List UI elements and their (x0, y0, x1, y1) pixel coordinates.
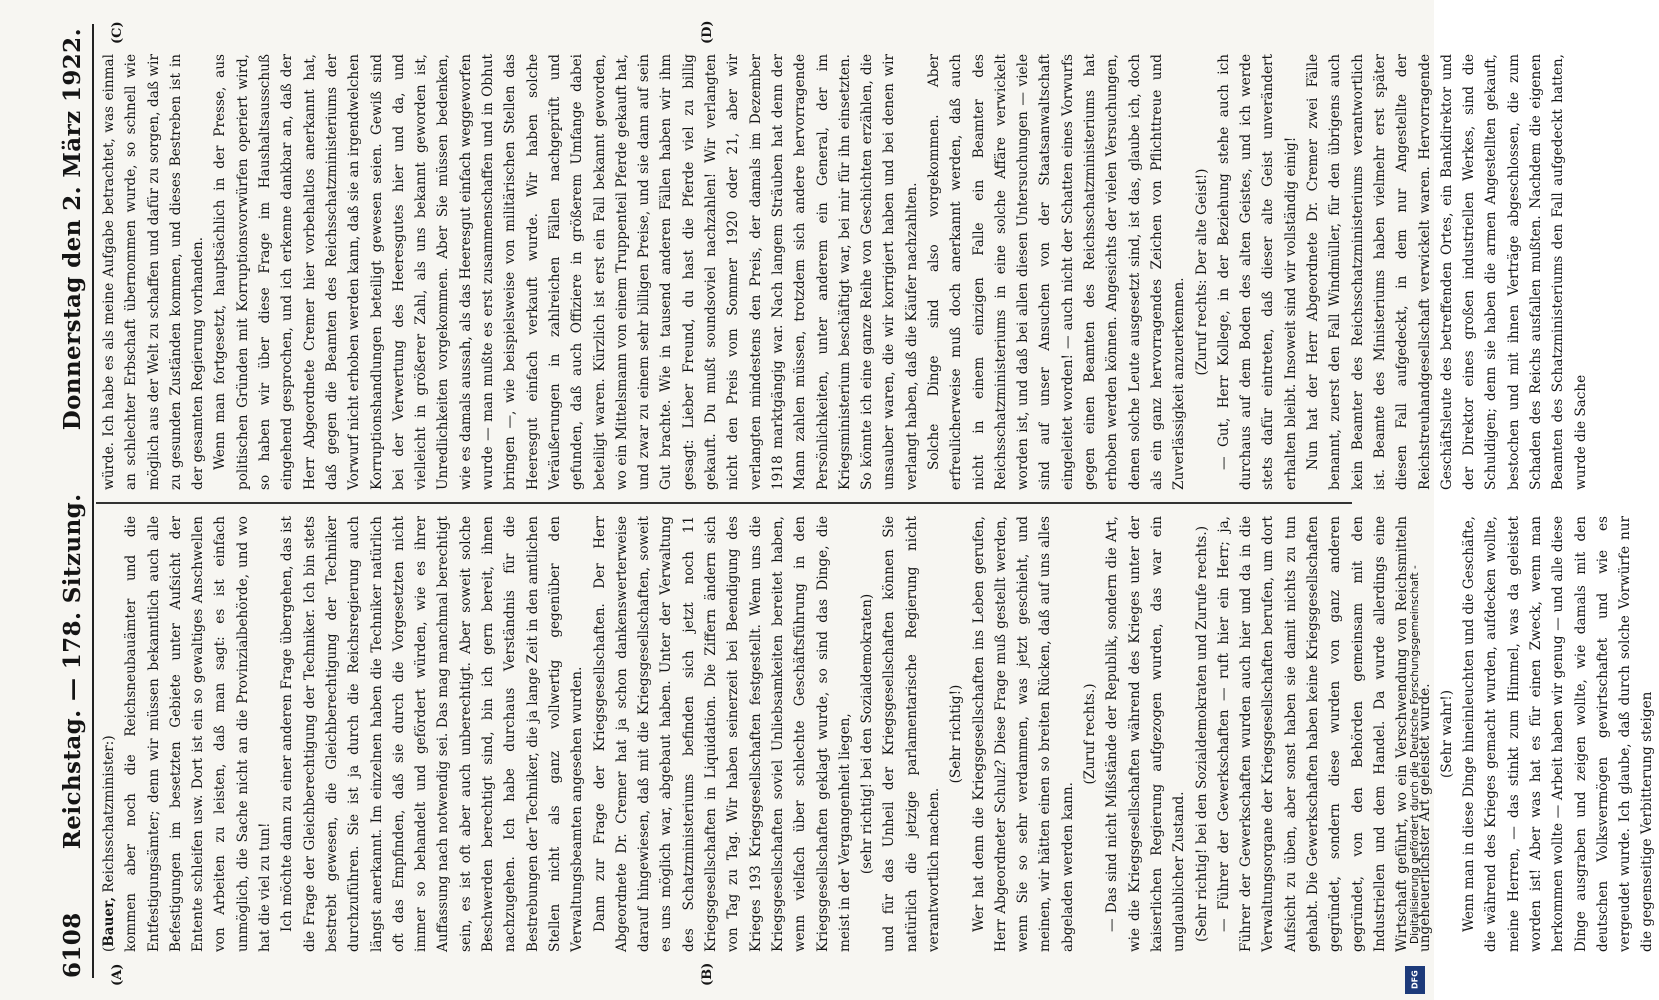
paragraph: Ich möchte dann zu einer anderen Frage übergehen, das ist die Frage der Gleichberechtigung der Techniker. Ich bin stets bestrebt gewesen, die Gleichberechtigung der Techniker durchzuführen. Sie ist ja durch die Reichsregierung auch längst anerkannt. Im einzelnen haben die Techniker natürlich oft das Empfinden, daß sie durch die Vorgesetzten nicht immer so behandelt und gefördert würden, wie es ihrer Auffassung nach notwendig sei. Das mag manchmal berechtigt sein, es ist oft aber auch unberechtigt. Aber soweit solche Beschwerden berechtigt sind, bin ich gern bereit, ihnen nachzugehen. Ich habe durchaus Verständnis für die Bestrebungen der Techniker, die ja lange Zeit in den amtlichen Stellen nicht als ganz vollwertig gegenüber den Verwaltungsbeamten angesehen wurden. (279, 516, 586, 952)
page-number: 6108 (59, 912, 86, 978)
margin-marker-c: (C) (110, 21, 125, 44)
paragraph: Wenn man in diese Dinge hineinleuchten und die Geschäfte, die während des Krieges gemacht wurden, aufdecken wollte, meine Herren, — das stinkt zum Himmel, was da geleistet worden ist! Aber was hat es für einen Zweck, wenn man herkommen wollte — Arbeit haben wir genug — und alle diese Dinge ausgraben und zeigen wollte, wie damals mit den deutschen Volksvermögen gewirtschaftet und wie es vergeudet wurde. Ich glaube, daß durch solche Vorwürfe nur die gegenseitige Verbitterung steigen (1461, 515, 1656, 952)
digitization-footer (1400, 0, 1430, 1000)
page-header (40, 28, 86, 978)
right-column (98, 54, 1589, 490)
column-separator (96, 502, 1352, 504)
paragraph: und für das Unheil der Kriegsgesellschaften können Sie natürlich die jetzige parlamentarische Regierung nicht verantwortlich machen. (881, 516, 942, 952)
paragraph: Dann zur Frage der Kriegsgesellschaften. Der Herr Abgeordnete Dr. Cremer hat ja schon dankenswerterweise darauf hingewiesen, daß mit die Kriegsgesellschaften, soweit es uns möglich war, abgebaut haben. Unter der Verwaltung des Schatzministeriums befinden sich jetzt noch 11 Kriegsgesellschaften in Liquidation. Die Ziffern ändern sich von Tag zu Tag. Wir haben seinerzeit bei Beendigung des Krieges 193 Kriegsgesellschaften festgestellt. Wenn uns die Kriegsgesellschaften soviel Unliebsamkeiten bereitet haben, wenn vielfach über schlechte Geschäftsführung in den Kriegsgesellschaften geklagt wurde, so sind das Dinge, die meist in der Vergangenheit liegen, (591, 516, 853, 952)
interjection: (Sehr wahr!) (1438, 690, 1455, 778)
dfg-logo: DFG (1405, 966, 1425, 994)
speaker-line: (Bauer, Reichsschatzminister:) (101, 735, 117, 952)
speaker-role: Reichsschatzminister: (101, 740, 117, 893)
paragraph: Wer hat denn die Kriegsgesellschaften ins Leben gerufen, Herr Abgeordneter Schulz? Diese Frage muß gestellt werden, wenn Sie so sehr verdammen, was jetzt geschieht, und meinen, wir hätten einen so breiten Rücken, daß auf uns alles abgeladen werden kann. (970, 516, 1076, 952)
header-rule (92, 24, 94, 978)
session-date: Donnerstag den 2. März 1922. (59, 28, 86, 431)
interjection: (sehr richtig! bei den Sozialdemokraten) (859, 593, 876, 875)
paragraph: kommen aber noch die Reichsneubauämter und die Entfestigungsämter; denn wir müssen bekanntlich auch alle Befestigungen im besetzten Gebiete unter Aufsicht der Entente schleifen usw. Dort ist ein so gewaltiges Anschwellen von Arbeiten zu leisten, daß man sagt: es ist einfach unmöglich, die Sache nicht an die Provinzialbehörde, und wo hat die viel zu tun! (123, 516, 274, 952)
margin-marker-a: (A) (110, 963, 125, 986)
paragraph: — Das sind nicht Mißstände der Republik, sondern die Art, wie die Kriegsgesellschaften während des Krieges unter der kaiserlichen Regierung aufgezogen wurden, das war ein unglaublicher Zustand. (1104, 516, 1188, 952)
margin-marker-b: (B) (700, 962, 715, 986)
paragraph: Nun hat der Herr Abgeordnete Dr. Cremer zwei Fälle benannt, zuerst den Fall Windmüller, für den übrigens auch kein Beamter des Reichsschatzministeriums verantwortlich ist. Beamte des Ministeriums haben vielmehr erst später diesen Fall aufgedeckt, in dem nur Angestellte der Reichstreuhandgesellschaft verwickelt waren. Hervorragende Geschäftsleute des betreffenden Ortes, ein Bankdirektor und der Direktor eines großen industriellen Werkes, sind die Schuldigen; denn sie haben die armen Angestellten gekauft, bestochen und mit ihnen Verträge abgeschlossen, die zum Schaden des Reichs ausfallen mußten. Nachdem die eigenen Beamten des Schatzministeriums den Fall aufgedeckt hatten, wurde die Sache (1305, 54, 1589, 490)
interjection: (Sehr richtig! bei den Sozialdemokraten und Zurufe rechts.) (1193, 525, 1210, 943)
interjection: (Sehr richtig!) (948, 684, 965, 784)
margin-marker-d: (D) (700, 20, 715, 44)
paragraph: würde. Ich habe es als meine Aufgabe betrachtet, was einmal an schlechter Erbschaft übernommen wurde, so schnell wie möglich aus der Welt zu schaffen und dafür zu sorgen, daß wir zu gesunden Zuständen kommen, und dieses Bestreben ist in der gesamten Regierung vorhanden. (101, 54, 207, 490)
paragraph: Solche Dinge sind also vorgekommen. Aber erfreulicherweise muß doch anerkannt werden, daß auch nicht in einem einzigen Falle ein Beamter des Reichsschatzministeriums in eine solche Affäre verwickelt worden ist, und daß bei allen diesen Untersuchungen — viele sind auf unser Ansuchen von der Staatsanwaltschaft eingeleitet worden! — auch nicht der Schatten eines Vorwurfs gegen einen Beamten des Reichsschatzministeriums hat erhoben werden können. Angesichts der vielen Versuchungen, denen solche Leute ausgesetzt sind, ist das, glaube ich, doch als ein ganz hervorragendes Zeichen von Pflichttreue und Zuverlässigkeit anzuerkennen. (925, 54, 1188, 490)
paragraph: — Führer der Gewerkschaften — ruft hier ein Herr; ja, Führer der Gewerkschaften wurden auch hier und da in die Verwaltungsorgane der Kriegsgesellschaften berufen, um dort Aufsicht zu üben, aber sonst haben sie damit nichts zu tun gehabt. Die Gewerkschaften haben keine Kriegsgesellschaften gegründet, sondern diese wurden von ganz anderen gegründet, von den Behörden gemeinsam mit den Industriellen und dem Handel. Da wurde allerdings eine Wirtschaft geführt, wo ein Verschwendung von Reichsmitteln ungeheuerlichster Art geleistet wurde. (1215, 516, 1433, 952)
interjection: (Zuruf rechts.) (1082, 683, 1099, 785)
interjection: (Zuruf rechts: Der alte Geist!) (1193, 168, 1210, 376)
paragraph: Wenn man fortgesetzt, hauptsächlich in der Presse, aus politischen Gründen mit Korruptionsvorwürfen operiert wird, so haben wir über diese Frage im Haushaltsausschuß eingehend gesprochen, und ich erkenne dankbar an, daß der Herr Abgeordnete Cremer hier vorbehaltlos anerkannt hat, daß gegen die Beamten des Reichsschatzministeriums der Vorwurf nicht erhoben werden kann, daß sie an irgendwelchen Korruptionshandlungen beteiligt gewesen seien. Gewiß sind bei der Verwertung des Heeresgutes hier und da, und vielleicht in größerer Zahl, als uns bekannt geworden ist, Unredlichkeiten vorgekommen. Aber Sie müssen bedenken, wie es damals aussah, als das Heeresgut einfach weggeworfen wurde — man mußte es erst zusammenschaffen und in Obhut bringen —, wie beispielsweise von militärischen Stellen das Heeresgut einfach verkauft wurde. Wir haben solche Veräußerungen in zahlreichen Fällen nachgeprüft und gefunden, daß auch Offiziere in größerem Umfange dabei beteiligt waren. Kürzlich ist erst ein Fall bekannt geworden, wo ein Mittelsmann von einem Truppenteil Pferde gekauft hat, und zwar zu einem sehr billigen Preise, und sie dann auf sein Gut brachte. Wie in tausend anderen Fällen haben wir ihm gesagt: Lieber Freund, du hast die Pferde viel zu billig gekauft. Du mußt soundsoviel nachzahlen! Wir verlangten nicht den Preis vom Sommer 1920 oder 21, aber wir verlangten mindestens den Preis, der damals im Dezember 1918 marktgängig war. Nach langem Sträuben hat denn der Mann zahlen müssen, trotzdem sich andere hervorragende Persönlichkeiten, unter anderem ein General, der im Kriegsministerium beschäftigt war, bei mir für ihn einsetzten. So könnte ich eine ganze Reihe von Geschichten erzählen, die unsauber waren, die wir korrigiert haben und bei denen wir verlangt haben, daß die Käufer nachzahlten. (212, 54, 920, 490)
paragraph: — Gut, Herr Kollege, in der Beziehung stehe auch ich durchaus auf dem Boden des alten Geistes, und ich werde stets dafür eintreten, daß dieser alte Geist unverändert erhalten bleibt. Insoweit sind wir vollständig einig! (1215, 54, 1299, 490)
speaker-name: Bauer, (101, 896, 117, 947)
footer-credit: Digitalisierung gefördert durch die Deutsche Forschungsgemeinschaft - (1409, 565, 1421, 944)
session-title: Reichstag. — 178. Sitzung. (59, 493, 86, 850)
